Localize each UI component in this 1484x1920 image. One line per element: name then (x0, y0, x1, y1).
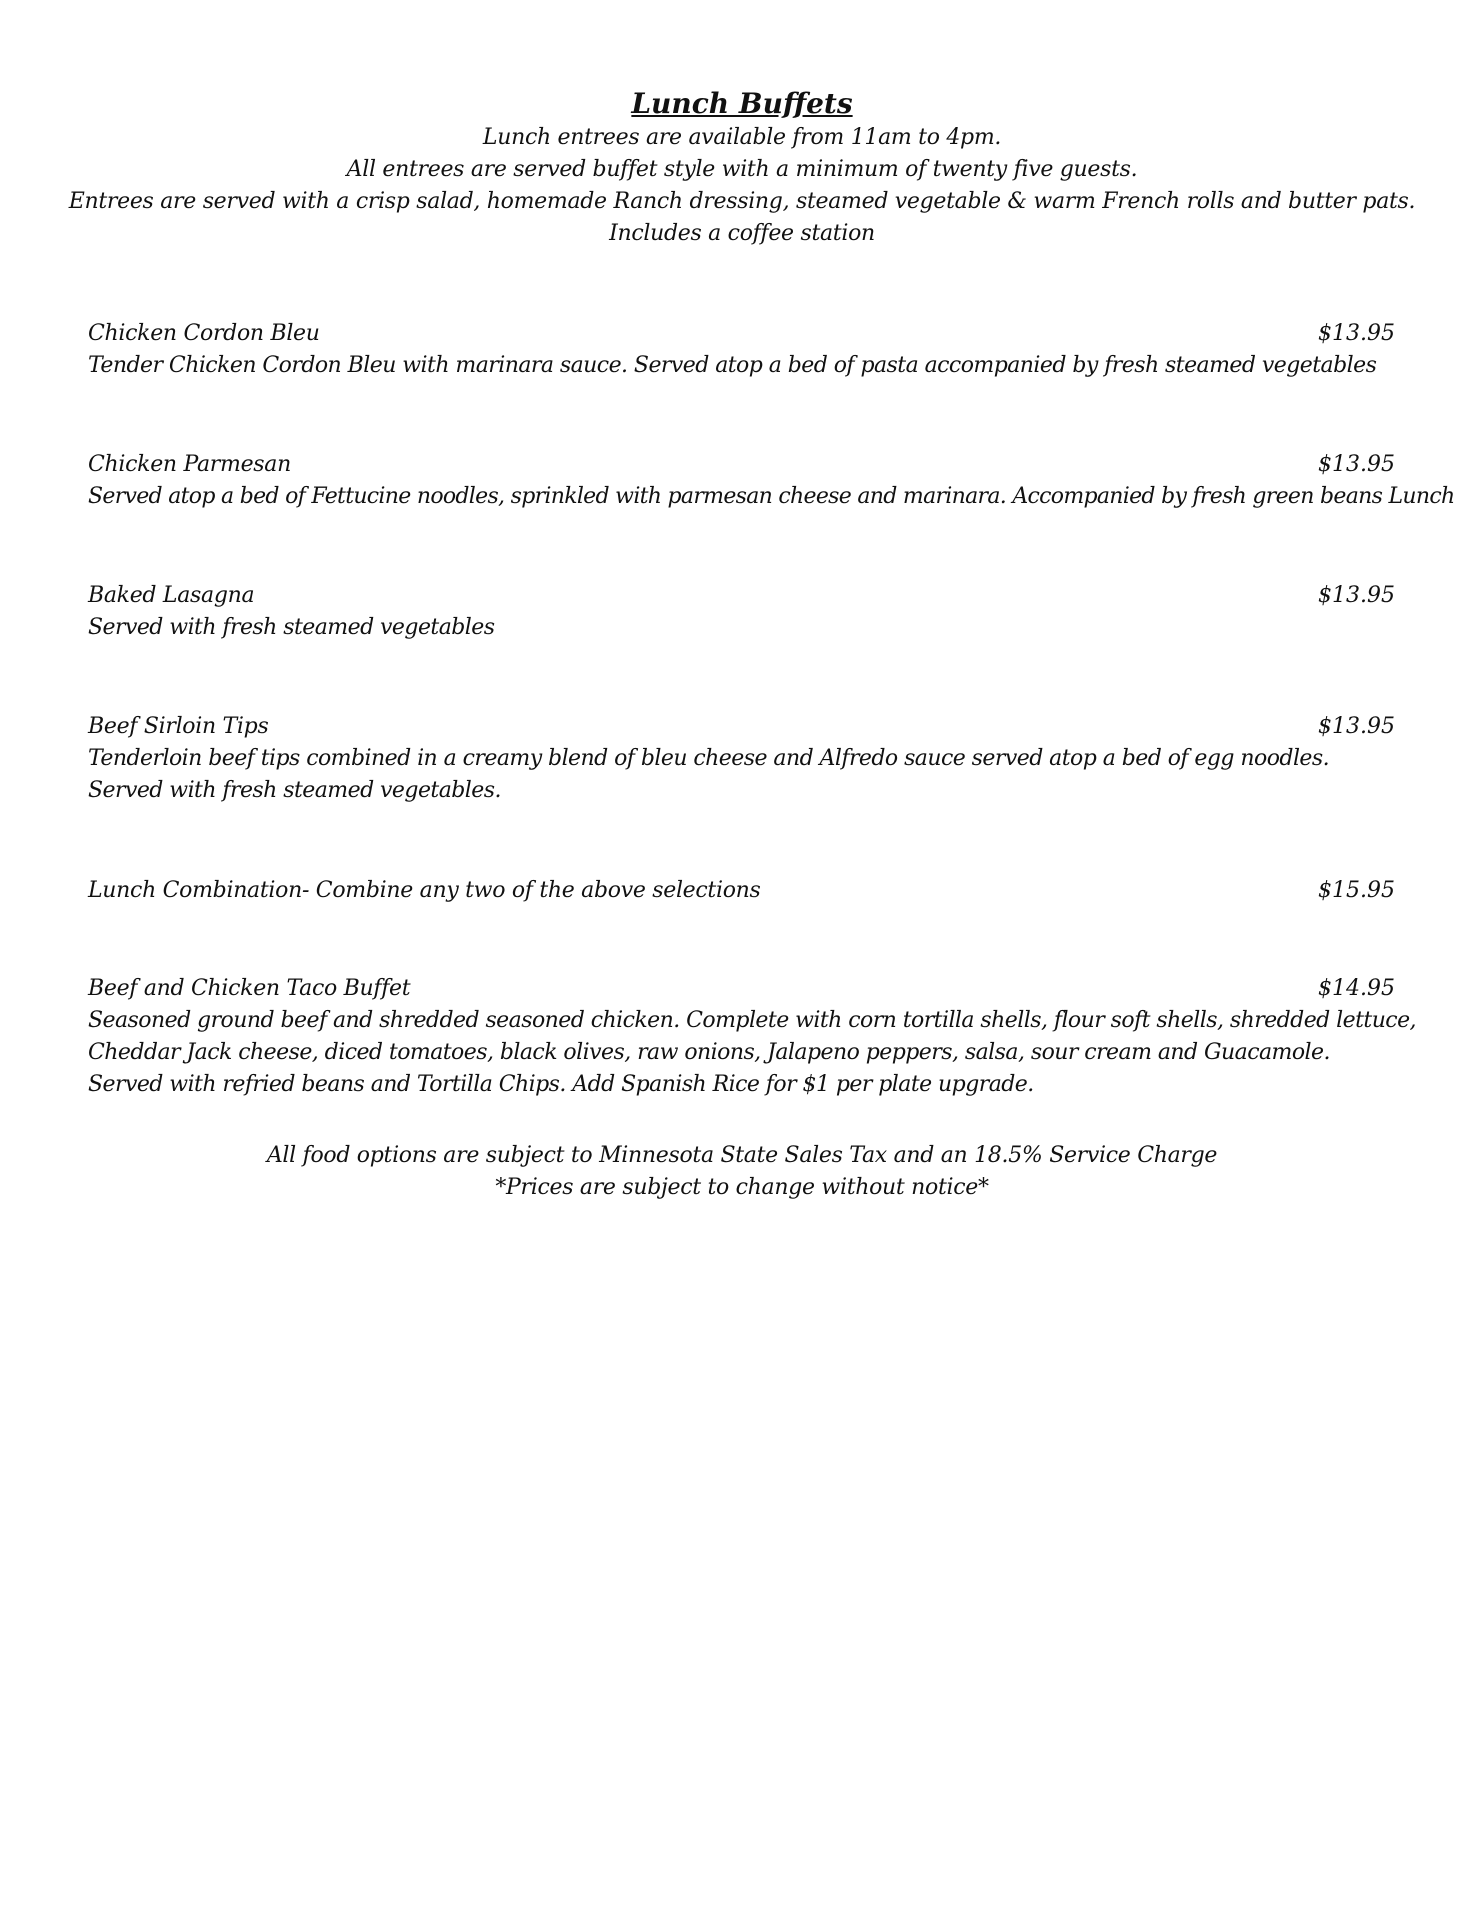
item-description: Seasoned ground beef and shredded seasoned chicken. Complete with corn tortilla shells, flour soft shells, shredded lettuce, (88, 1008, 1416, 1033)
page-title: Lunch Buffets (631, 87, 853, 120)
intro-line-minimum: All entrees are served buffet style with a minimum of twenty five guests. (346, 157, 1138, 182)
item-description: Cheddar Jack cheese, diced tomatoes, black olives, raw onions, Jalapeno peppers, salsa, sour cream and Guacamole. (88, 1040, 1330, 1065)
menu-header (0, 86, 1484, 250)
item-header (88, 973, 1398, 1005)
item-name: Chicken Parmesan (88, 452, 291, 477)
item-header (88, 580, 1398, 612)
item-price: $13.95 (1318, 714, 1395, 739)
menu-item-baked-lasagna (88, 580, 1398, 644)
item-description: Served with fresh steamed vegetables (88, 615, 495, 640)
menu-item-chicken-parmesan (88, 449, 1455, 513)
item-price: $15.95 (1318, 878, 1395, 903)
menu-item-beef-sirloin-tips (88, 711, 1398, 807)
item-header (88, 449, 1398, 481)
item-name: Baked Lasagna (88, 583, 255, 608)
menu-item-lunch-combination (88, 875, 1398, 907)
item-description: Tenderloin beef tips combined in a creamy blend of bleu cheese and Alfredo sauce served atop a bed of egg noodles. (88, 746, 1330, 771)
item-name: Lunch Combination- Combine any two of the above selections (88, 878, 761, 903)
item-header (88, 711, 1398, 743)
item-name: Chicken Cordon Bleu (88, 321, 320, 346)
item-name: Beef and Chicken Taco Buffet (88, 976, 411, 1001)
item-description: Served atop a bed of Fettucine noodles, sprinkled with parmesan cheese and marinara. Accompanied by fresh green beans Lunch (88, 484, 1455, 509)
item-header (88, 318, 1398, 350)
item-description: Served with refried beans and Tortilla Chips. Add Spanish Rice for $1 per plate upgrade. (88, 1072, 1034, 1097)
menu-item-taco-buffet (88, 973, 1416, 1101)
item-price: $13.95 (1318, 583, 1395, 608)
price-change-notice: *Prices are subject to change without notice* (495, 1175, 989, 1200)
item-description: Tender Chicken Cordon Bleu with marinara sauce. Served atop a bed of pasta accompanied by fresh steamed vegetables (88, 353, 1377, 378)
item-description: Served with fresh steamed vegetables. (88, 778, 501, 803)
tax-notice: All food options are subject to Minnesota State Sales Tax and an 18.5% Service Charge (266, 1143, 1218, 1168)
item-price: $13.95 (1318, 321, 1395, 346)
menu-item-chicken-cordon-bleu (88, 318, 1398, 382)
item-header (88, 875, 1398, 907)
item-name: Beef Sirloin Tips (88, 714, 269, 739)
item-price: $14.95 (1318, 976, 1395, 1001)
item-price: $13.95 (1318, 452, 1395, 477)
intro-line-hours: Lunch entrees are available from 11am to 4pm. (482, 125, 1002, 150)
menu-footer (0, 1140, 1484, 1204)
intro-line-includes: Entrees are served with a crisp salad, homemade Ranch dressing, steamed vegetable & warm French rolls and butter pats. (68, 189, 1416, 214)
intro-line-coffee: Includes a coffee station (609, 221, 875, 246)
